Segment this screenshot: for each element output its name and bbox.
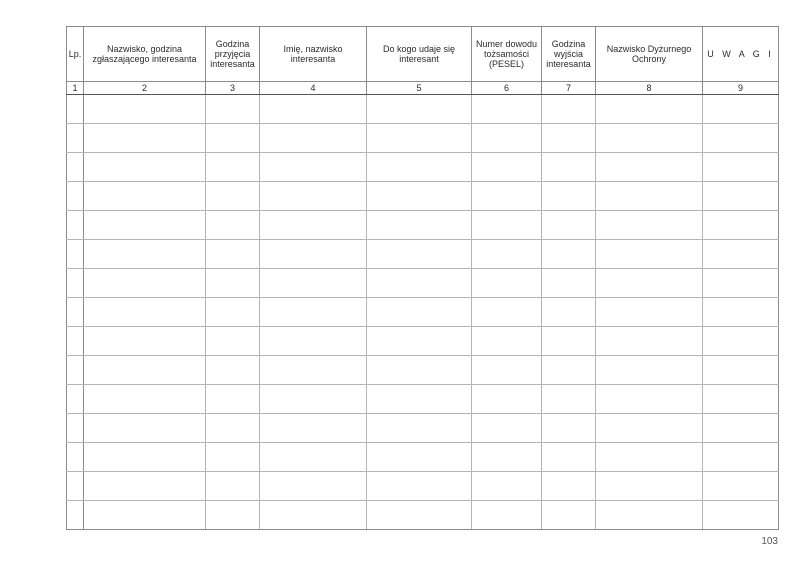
header-remarks: U W A G I: [703, 27, 779, 82]
table-cell: [206, 472, 260, 501]
table-cell: [260, 327, 367, 356]
header-arrival-time: Godzina przyjęcia interesanta: [206, 27, 260, 82]
table-cell: [472, 95, 542, 124]
header-lp: Lp.: [67, 27, 84, 82]
table-cell: [84, 327, 206, 356]
table-cell: [206, 414, 260, 443]
table-cell: [596, 182, 703, 211]
table-cell: [703, 356, 779, 385]
table-row: [67, 240, 779, 269]
table-cell: [542, 472, 596, 501]
table-cell: [84, 472, 206, 501]
table-cell: [67, 269, 84, 298]
table-cell: [206, 182, 260, 211]
table-cell: [67, 414, 84, 443]
table-cell: [596, 327, 703, 356]
table-cell: [367, 443, 472, 472]
table-cell: [596, 124, 703, 153]
table-cell: [542, 269, 596, 298]
table-cell: [703, 385, 779, 414]
table-cell: [472, 124, 542, 153]
table-cell: [260, 298, 367, 327]
table-cell: [260, 211, 367, 240]
table-cell: [367, 95, 472, 124]
table-row: [67, 327, 779, 356]
table-cell: [67, 472, 84, 501]
table-cell: [596, 356, 703, 385]
table-cell: [206, 153, 260, 182]
table-cell: [367, 240, 472, 269]
table-cell: [703, 443, 779, 472]
table-cell: [260, 443, 367, 472]
table-cell: [67, 95, 84, 124]
header-reporter-name-time: Nazwisko, godzina zgłaszającego interesanta: [84, 27, 206, 82]
table-cell: [367, 385, 472, 414]
table-cell: [542, 211, 596, 240]
table-cell: [84, 356, 206, 385]
table-cell: [84, 501, 206, 530]
table-cell: [472, 501, 542, 530]
visitor-register-table: [66, 26, 779, 530]
header-row: [67, 27, 779, 82]
table-cell: [84, 269, 206, 298]
table-row: [67, 269, 779, 298]
table-cell: [596, 385, 703, 414]
table-row: [67, 356, 779, 385]
table-cell: [367, 153, 472, 182]
table-cell: [84, 182, 206, 211]
table-cell: [260, 385, 367, 414]
table-cell: [206, 211, 260, 240]
table-cell: [67, 327, 84, 356]
table-cell: [542, 298, 596, 327]
table-cell: [260, 182, 367, 211]
column-number-row: [67, 82, 779, 95]
column-number: 3: [206, 82, 260, 95]
table-cell: [472, 443, 542, 472]
column-number: 2: [84, 82, 206, 95]
table-cell: [703, 95, 779, 124]
table-row: [67, 95, 779, 124]
table-cell: [84, 240, 206, 269]
table-cell: [472, 240, 542, 269]
table-cell: [67, 356, 84, 385]
table-cell: [260, 240, 367, 269]
table-cell: [596, 443, 703, 472]
column-number: 7: [542, 82, 596, 95]
table-cell: [542, 240, 596, 269]
table-cell: [472, 182, 542, 211]
table-row: [67, 385, 779, 414]
table-cell: [67, 153, 84, 182]
table-cell: [542, 182, 596, 211]
table-row: [67, 501, 779, 530]
table-cell: [596, 501, 703, 530]
table-cell: [260, 414, 367, 443]
table-cell: [67, 385, 84, 414]
table-cell: [206, 443, 260, 472]
table-cell: [542, 385, 596, 414]
table-cell: [596, 240, 703, 269]
table-cell: [206, 240, 260, 269]
table-cell: [206, 95, 260, 124]
table-cell: [67, 443, 84, 472]
table-cell: [84, 124, 206, 153]
table-cell: [472, 472, 542, 501]
header-destination: Do kogo udaje się interesant: [367, 27, 472, 82]
table-cell: [84, 153, 206, 182]
table-cell: [703, 211, 779, 240]
table-cell: [472, 298, 542, 327]
table-cell: [367, 211, 472, 240]
table-cell: [206, 298, 260, 327]
table-cell: [703, 124, 779, 153]
table-cell: [260, 153, 367, 182]
table-cell: [84, 385, 206, 414]
table-cell: [206, 385, 260, 414]
table-cell: [596, 472, 703, 501]
table-cell: [596, 153, 703, 182]
table-cell: [367, 501, 472, 530]
table-cell: [84, 443, 206, 472]
table-row: [67, 472, 779, 501]
table-cell: [260, 95, 367, 124]
table-row: [67, 211, 779, 240]
table-cell: [367, 182, 472, 211]
column-number: 6: [472, 82, 542, 95]
table-cell: [472, 153, 542, 182]
table-cell: [703, 298, 779, 327]
table-cell: [472, 356, 542, 385]
table-cell: [260, 269, 367, 298]
header-exit-time: Godzina wyjścia interesanta: [542, 27, 596, 82]
table-cell: [367, 472, 472, 501]
table-cell: [703, 472, 779, 501]
table-row: [67, 298, 779, 327]
table-cell: [596, 269, 703, 298]
column-number: 4: [260, 82, 367, 95]
table-cell: [67, 124, 84, 153]
table-cell: [703, 240, 779, 269]
table-cell: [472, 269, 542, 298]
table-cell: [472, 414, 542, 443]
table-cell: [367, 298, 472, 327]
table-row: [67, 153, 779, 182]
table-cell: [84, 95, 206, 124]
table-cell: [596, 414, 703, 443]
table-cell: [206, 356, 260, 385]
table-cell: [84, 414, 206, 443]
column-number: 1: [67, 82, 84, 95]
table-cell: [260, 124, 367, 153]
table-cell: [703, 414, 779, 443]
table-cell: [367, 356, 472, 385]
table-cell: [84, 211, 206, 240]
table-cell: [367, 269, 472, 298]
table-cell: [472, 385, 542, 414]
table-cell: [703, 182, 779, 211]
table-row: [67, 443, 779, 472]
table-cell: [67, 211, 84, 240]
table-row: [67, 182, 779, 211]
table-cell: [703, 269, 779, 298]
table-cell: [84, 298, 206, 327]
table-cell: [67, 240, 84, 269]
table-cell: [367, 124, 472, 153]
table-cell: [67, 182, 84, 211]
register-body: [67, 95, 779, 530]
page-number: 103: [761, 536, 778, 547]
table-cell: [542, 153, 596, 182]
table-cell: [472, 327, 542, 356]
table-cell: [67, 298, 84, 327]
column-number: 8: [596, 82, 703, 95]
table-cell: [542, 414, 596, 443]
column-number: 9: [703, 82, 779, 95]
table-cell: [542, 124, 596, 153]
table-cell: [367, 414, 472, 443]
table-cell: [596, 211, 703, 240]
table-cell: [206, 501, 260, 530]
table-cell: [542, 327, 596, 356]
table-cell: [542, 501, 596, 530]
table-cell: [472, 211, 542, 240]
table-cell: [260, 356, 367, 385]
table-row: [67, 414, 779, 443]
table-cell: [260, 501, 367, 530]
table-cell: [206, 269, 260, 298]
table-cell: [703, 327, 779, 356]
table-cell: [367, 327, 472, 356]
column-number: 5: [367, 82, 472, 95]
header-id-number: Numer dowodu tożsamości (PESEL): [472, 27, 542, 82]
table-cell: [542, 356, 596, 385]
header-visitor-name: Imię, nazwisko interesanta: [260, 27, 367, 82]
table-cell: [67, 501, 84, 530]
table-cell: [206, 327, 260, 356]
table-cell: [260, 472, 367, 501]
table-cell: [703, 501, 779, 530]
table-cell: [542, 443, 596, 472]
header-security-officer: Nazwisko Dyżurnego Ochrony: [596, 27, 703, 82]
table-cell: [596, 95, 703, 124]
table-cell: [596, 298, 703, 327]
table-cell: [206, 124, 260, 153]
table-cell: [542, 95, 596, 124]
table-cell: [703, 153, 779, 182]
table-row: [67, 124, 779, 153]
